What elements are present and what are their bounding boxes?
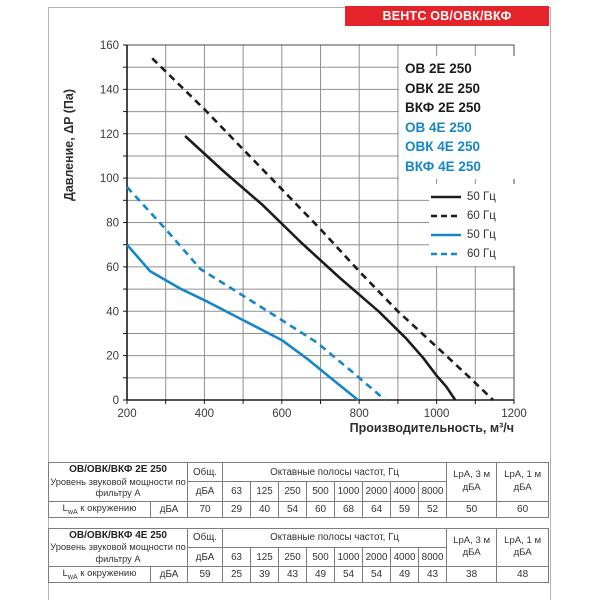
octave-value-cell: 64 — [363, 501, 391, 517]
table-subtitle: Уровень звуковой мощности по фильтру А — [50, 476, 186, 499]
y-tick-label: 60 — [106, 261, 119, 274]
octave-header-cell: Октавные полосы частот, Гц — [223, 463, 447, 482]
acoustic-data-table — [48, 462, 549, 518]
freq-header-cell: 2000 — [363, 482, 391, 501]
octave-value-cell: 43 — [279, 567, 307, 583]
frequency-legend-label: 60 Гц — [467, 247, 496, 260]
x-tick-label: 600 — [272, 408, 292, 420]
frequency-legend-label: 50 Гц — [467, 228, 496, 241]
frequency-legend-row — [431, 206, 516, 225]
lpa1-header-cell: LpA, 1 м дБА — [497, 528, 549, 567]
lpa1-value-cell: 48 — [497, 567, 549, 583]
freq-header-cell: 8000 — [419, 482, 447, 501]
x-tick-label: 400 — [194, 408, 214, 420]
row-unit-cell: дБА — [151, 501, 188, 517]
freq-header-cell: 125 — [251, 547, 279, 566]
octave-value-cell: 54 — [363, 567, 391, 583]
freq-header-cell: 500 — [307, 482, 335, 501]
total-unit-cell: дБА — [188, 547, 223, 566]
banner-title: ВЕНТС ОВ/ОВК/ВКФ — [382, 9, 512, 23]
freq-header-cell: 1000 — [335, 547, 363, 566]
octave-value-cell: 54 — [279, 501, 307, 517]
lpa3-header-cell: LpA, 3 м дБА — [447, 528, 497, 567]
model-legend-item: ОВК 4Е 250 — [405, 139, 481, 154]
octave-value-cell: 39 — [251, 567, 279, 583]
lpa1-header-cell: LpA, 1 м дБА — [497, 463, 549, 502]
lpa1-value-cell: 60 — [497, 501, 549, 517]
lpa3-value-cell: 38 — [447, 567, 497, 583]
y-axis-title: Давление, ΔP (Па) — [62, 88, 76, 202]
freq-header-cell: 125 — [251, 482, 279, 501]
octave-value-cell: 52 — [419, 501, 447, 517]
octave-value-cell: 59 — [391, 501, 419, 517]
frequency-legend-row — [431, 244, 516, 263]
freq-header-cell: 500 — [307, 547, 335, 566]
solid-line-icon — [431, 193, 461, 201]
freq-header-cell: 250 — [279, 482, 307, 501]
x-axis-title: Производительность, м³/ч — [349, 421, 514, 435]
octave-value-cell: 29 — [223, 501, 251, 517]
model-legend-item: ВКФ 4Е 250 — [405, 158, 481, 174]
octave-value-cell: 54 — [335, 567, 363, 583]
model-legend-item: ОВ 4Е 250 — [405, 119, 472, 135]
y-tick-label: 100 — [99, 173, 119, 186]
total-header-cell: Общ. — [188, 463, 223, 482]
freq-header-cell: 63 — [223, 547, 251, 566]
lpa3-value-cell: 50 — [447, 501, 497, 517]
lwa-row-label: $L_{wA}$ к окружению — [49, 501, 151, 517]
octave-value-cell: 43 — [419, 567, 447, 583]
table-title: ОВ/ОВК/ВКФ 4Е 250 — [69, 529, 167, 541]
y-tick-label: 160 — [99, 40, 119, 52]
table-description-cell — [49, 463, 188, 502]
dashed-line-icon — [431, 250, 461, 258]
freq-header-cell: 8000 — [419, 547, 447, 566]
frequency-legend-row — [431, 225, 516, 244]
dashed-line-icon — [431, 212, 461, 220]
octave-value-cell: 25 — [223, 567, 251, 583]
model-legend-item: ОВ 2Е 250 — [405, 61, 472, 76]
octave-value-cell: 60 — [307, 501, 335, 517]
model-legend — [399, 56, 519, 179]
x-tick-label: 1200 — [501, 408, 527, 420]
total-value-cell: 59 — [188, 567, 223, 583]
freq-header-cell: 250 — [279, 547, 307, 566]
row-unit-cell: дБА — [151, 567, 188, 583]
total-value-cell: 70 — [188, 501, 223, 517]
y-tick-label: 120 — [99, 128, 119, 141]
freq-header-cell: 4000 — [391, 482, 419, 501]
freq-header-cell: 2000 — [363, 547, 391, 566]
octave-value-cell: 40 — [251, 501, 279, 517]
frequency-legend-label: 60 Гц — [467, 209, 496, 222]
x-tick-label: 800 — [349, 408, 369, 420]
table-title: ОВ/ОВК/ВКФ 2Е 250 — [69, 464, 167, 475]
total-unit-cell: дБА — [188, 482, 223, 501]
y-tick-label: 80 — [106, 217, 119, 230]
y-tick-label: 140 — [99, 84, 119, 97]
lpa3-header-cell: LpA, 3 м дБА — [447, 463, 497, 502]
frequency-legend-row — [431, 187, 516, 206]
octave-value-cell: 68 — [335, 501, 363, 517]
octave-value-cell: 49 — [391, 567, 419, 583]
octave-header-cell: Октавные полосы частот, Гц — [223, 528, 447, 547]
table-subtitle: Уровень звуковой мощности по фильтру А — [50, 542, 186, 564]
frequency-legend — [429, 184, 516, 266]
freq-header-cell: 63 — [223, 482, 251, 501]
curve — [127, 245, 358, 400]
table-description-cell — [49, 528, 188, 567]
solid-line-icon — [431, 231, 461, 239]
y-tick-label: 40 — [106, 306, 119, 319]
freq-header-cell: 1000 — [335, 482, 363, 501]
frequency-legend-label: 50 Гц — [467, 190, 496, 203]
model-legend-item: ВКФ 2Е 250 — [405, 100, 481, 115]
y-tick-label: 20 — [106, 350, 119, 363]
x-tick-label: 1000 — [423, 408, 450, 420]
octave-value-cell: 49 — [307, 567, 335, 583]
acoustic-tables — [48, 462, 548, 593]
y-tick-label: 0 — [112, 395, 119, 407]
acoustic-data-table — [48, 528, 549, 584]
x-tick-label: 200 — [117, 408, 137, 420]
freq-header-cell: 4000 — [391, 547, 419, 566]
model-legend-item: ОВК 2Е 250 — [405, 80, 481, 96]
total-header-cell: Общ. — [188, 528, 223, 547]
lwa-row-label: $L_{wA}$ к окружению — [49, 567, 151, 583]
